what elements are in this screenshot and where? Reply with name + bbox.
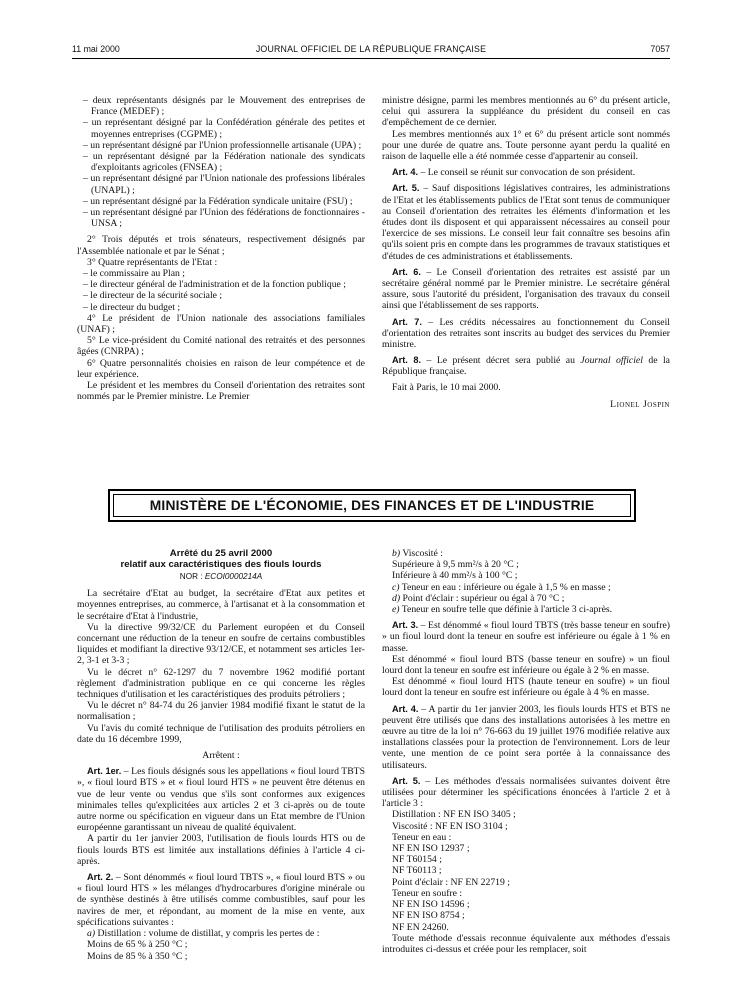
- list-item: – un représentant désigné par l'Union des fédérations de fonctionnaires - UNSA ;: [83, 207, 365, 230]
- article-text: – Le Conseil d'orientation des retraites est assisté par un secrétaire général nommé par le Premier ministre. Le secrétaire général assure, sous l'autorité du président, l'organisation des travaux du conseil ainsi que l'établissement de ses rapports.: [382, 266, 670, 312]
- article-8: [382, 355, 670, 377]
- method-line: NF T60154 ;: [392, 854, 442, 866]
- article-text: – Les fiouls désignés sous les appellations « fioul lourd TBTS », « fioul lourd BTS » et « fioul lourd HTS » ne peuvent être détenus en vue de leur vente ou vendus que s'ils sont conformes aux exigences minimales telles qu'explicitées aux articles 2 et 3 ci-après ou de toute autre norme ou spécification en vigueur dans un Etat membre de l'Union européenne garantissant un niveau de qualité équivalent.: [77, 766, 365, 834]
- article-6: [382, 267, 670, 312]
- article-5: [382, 776, 670, 810]
- article-label: Art. 8.: [392, 355, 422, 366]
- list-item: – deux représentants désignés par le Mouvement des entreprises de France (MEDEF) ;: [83, 95, 365, 118]
- article-label: Art. 1er.: [87, 766, 122, 777]
- paragraph: ministre désigne, parmi les membres mentionnés au 6° du présent article, celui qui assurera la suppléance du président du conseil en cas d'empêchement de ce dernier.: [382, 95, 670, 129]
- spec-label: b): [392, 548, 401, 559]
- paragraph: Vu le décret n° 84-74 du 26 janvier 1984 modifié fixant le statut de la normalisation ;: [77, 700, 365, 723]
- article-5: [382, 183, 670, 261]
- page-number: 7057: [650, 44, 670, 54]
- method-line: Point d'éclair : NF EN 22719 ;: [392, 876, 510, 888]
- list-item: – un représentant désigné par la Fédération nationale des syndicats d'exploitants agricoles (FNSEA) ;: [83, 151, 365, 174]
- article-4: [382, 704, 670, 771]
- article-label: Art. 3.: [392, 620, 419, 631]
- method-line: Teneur en eau :: [392, 831, 452, 843]
- list-item: – un représentant désigné par la Confédération générale des petites et moyennes entreprises (CGPME) ;: [83, 117, 365, 140]
- article-text: – Le présent décret sera publié au: [421, 355, 581, 367]
- signatory-name: Lionel Jospin: [610, 398, 670, 410]
- signature-place-date: Fait à Paris, le 10 mai 2000.: [392, 381, 501, 393]
- spec-b: [382, 548, 670, 559]
- list-item: – le directeur du budget ;: [83, 301, 181, 313]
- article-label: Art. 5.: [392, 775, 421, 786]
- article-label: Art. 6.: [392, 266, 421, 277]
- method-line: Distillation : NF EN ISO 3405 ;: [392, 809, 516, 821]
- spec-text: Teneur en soufre telle que définie à l'article 3 ci-après.: [399, 604, 613, 616]
- article-label: Art. 7.: [392, 316, 422, 327]
- nor-label: NOR :: [179, 572, 205, 581]
- article-2: [77, 872, 365, 928]
- paragraph: 5° Le vice-président du Comité national des retraités et des personnes âgées (CNRPA) ;: [77, 335, 365, 358]
- list-item: – le commissaire au Plan ;: [83, 268, 185, 280]
- article-text: – Sont dénommés « fioul lourd TBTS », « fioul lourd BTS » ou « fioul lourd HTS » les mélanges d'hydrocarbures d'origine minérale ou de synthèse destinés à être utilisés comme combustibles, sauf pour les navires de mer, et répondant, au moment de la mise en vente, aux spécifications suivantes :: [77, 872, 365, 928]
- ministry-title: MINISTÈRE DE L'ÉCONOMIE, DES FINANCES ET DE L'INDUSTRIE: [113, 494, 631, 517]
- method-line: Viscosité : NF EN ISO 3104 ;: [392, 820, 508, 832]
- nor-reference: [77, 571, 365, 582]
- paragraph: Est dénommé « fioul lourd BTS (basse teneur en soufre) » un fioul lourd dont la teneur en soufre est inférieure ou égale à 2 % en masse.: [382, 653, 670, 677]
- spec-line: Inférieure à 40 mm²/s à 100 °C ;: [392, 570, 518, 582]
- decree-title: Arrêté du 25 avril 2000: [169, 548, 273, 559]
- method-line: NF EN ISO 14596 ;: [392, 899, 470, 911]
- list-item: – le directeur général de l'administration et de la fonction publique ;: [83, 279, 346, 291]
- paragraph: Vu l'avis du comité technique de l'utilisation des produits pétroliers en date du 16 décembre 1999,: [77, 722, 365, 745]
- spec-text: Distillation : volume de distillat, y compris les pertes de :: [95, 928, 320, 940]
- bottom-left-column: [77, 548, 365, 962]
- bottom-right-column: [382, 548, 670, 955]
- spec-d: [382, 593, 670, 604]
- paragraph: 2° Trois députés et trois sénateurs, respectivement désignés par l'Assemblée nationale et par le Sénat ;: [77, 234, 365, 257]
- article-label: Art. 4.: [392, 167, 419, 178]
- spec-text: Viscosité :: [400, 548, 443, 559]
- spec-label: d): [392, 592, 401, 604]
- spec-line: Moins de 65 % à 250 °C ;: [87, 939, 188, 951]
- spec-a: [77, 928, 365, 939]
- paragraph: Est dénommé « fioul lourd HTS (haute teneur en soufre) » un fioul lourd dont la teneur en soufre est inférieure ou égale à 4 % en masse.: [382, 676, 670, 699]
- paragraph: 4° Le président de l'Union nationale des associations familiales (UNAF) ;: [77, 312, 365, 336]
- top-left-column: [77, 95, 365, 402]
- top-right-column: [382, 95, 670, 410]
- decree-subtitle: relatif aux caractéristiques des fiouls lourds: [120, 559, 322, 570]
- paragraph: Les membres mentionnés aux 1° et 6° du présent article sont nommés pour une durée de quatre ans. Toute personne ayant perdu la qualité en raison de laquelle elle a été nommée cesse d'appartenir au conseil.: [382, 128, 670, 163]
- article-7: [382, 317, 670, 351]
- arretent: Arrêtent :: [202, 750, 240, 762]
- spec-text: Teneur en eau : inférieure ou égale à 1,5 % en masse ;: [399, 581, 611, 593]
- header-rule: [72, 58, 670, 59]
- spec-text: Point d'éclair : supérieur ou égal à 70 °C ;: [400, 592, 565, 604]
- article-text: – Les méthodes d'essais normalisées suivantes doivent être utilisées pour déterminer les spécifications énoncées à l'article 2 et à l'article 3 :: [382, 775, 670, 810]
- paragraph: Vu le décret n° 62-1297 du 7 novembre 1962 modifié portant règlement d'administration publique en ce qui concerne les règles techniques d'utilisation et les caractéristiques des produits pétroliers ;: [77, 666, 365, 701]
- spec-label: a): [87, 928, 96, 940]
- list-item: – un représentant désigné par l'Union nationale des professions libérales (UNAPL) ;: [83, 173, 365, 196]
- signature: [382, 399, 670, 410]
- nor-code: ECOI0000214A: [204, 572, 263, 581]
- list-item: – un représentant désigné par la Fédération syndicale unitaire (FSU) ;: [83, 195, 353, 207]
- paragraph: Vu la directive 99/32/CE du Parlement européen et du Conseil concernant une réduction de la teneur en soufre de certains combustibles liquides et modifiant la directive 93/12/CE, et notamment ses articles 1er-2, 3-1 et 3-3 ;: [77, 621, 365, 667]
- ministry-banner: [108, 489, 636, 522]
- list-item: – un représentant désigné par l'Union professionnelle artisanale (UPA) ;: [83, 139, 362, 151]
- article-label: Art. 4.: [392, 703, 419, 714]
- article-label: Art. 5.: [392, 183, 420, 194]
- article-text: – Est dénommé « fioul lourd TBTS (très basse teneur en soufre) » un fioul lourd dont la teneur en soufre est inférieure ou égale à 1 % en masse.: [382, 620, 670, 654]
- page-header: [72, 44, 670, 58]
- article-text: – Les crédits nécessaires au fonctionnement du Conseil d'orientation des retraites sont inscrits au budget des services du Premier ministre.: [382, 316, 670, 351]
- article-1: [77, 766, 365, 833]
- spec-line: Moins de 85 % à 350 °C ;: [87, 950, 188, 962]
- paragraph: A partir du 1er janvier 2003, l'utilisation de fiouls lourds HTS ou de fiouls lourds BTS est limitée aux installations définies à l'article 4 ci-après.: [77, 833, 365, 867]
- article-4: [382, 167, 670, 178]
- article-text: – Le conseil se réunit sur convocation de son président.: [418, 167, 636, 179]
- spec-c: [382, 582, 670, 593]
- list-item: – le directeur de la sécurité sociale ;: [83, 290, 223, 302]
- method-line: NF EN ISO 8754 ;: [392, 910, 465, 922]
- spec-label: e): [392, 604, 400, 616]
- article-text: de la République française.: [382, 355, 670, 378]
- method-line: NF T60113 ;: [392, 865, 442, 877]
- paragraph: Toute méthode d'essais reconnue équivalente aux méthodes d'essais introduites ci-dessus et créée pour les remplacer, soit: [382, 932, 670, 955]
- article-3: [382, 620, 670, 654]
- spec-line: Supérieure à 9,5 mm²/s à 20 °C ;: [392, 559, 519, 571]
- paragraph: 3° Quatre représentants de l'Etat :: [87, 256, 218, 268]
- method-line: NF EN 24260.: [392, 921, 449, 933]
- method-line: NF EN ISO 12937 ;: [392, 843, 470, 855]
- journal-name: Journal officiel: [580, 355, 643, 367]
- article-text: – Sauf dispositions législatives contraires, les administrations de l'Etat et les établissements publics de l'Etat sont tenus de communiquer au Conseil d'orientation des retraites les éléments d'information et les études dont ils disposent et qui apparaissent nécessaires au conseil pour l'exercice de ses missions. Le conseil leur fait connaître ses besoins afin qu'ils soient pris en compte dans les programmes de travaux statistiques et d'études de ces administrations et établissements.: [382, 183, 670, 262]
- paragraph: Le président et les membres du Conseil d'orientation des retraites sont nommés par le Premier ministre. Le Premier: [77, 380, 365, 403]
- article-text: – A partir du 1er janvier 2003, les fiouls lourds HTS et BTS ne peuvent être utilisés que dans des installations autorisées à les mettre en œuvre au titre de la loi n° 76-663 du 19 juillet 1976 modifiée relative aux installations classées pour la protection de l'environnement. Lors de leur vente, une mention de ce point sera portée à la connaissance des utilisateurs.: [382, 703, 670, 771]
- paragraph: 6° Quatre personnalités choisies en raison de leur compétence et de leur expérience.: [77, 357, 365, 380]
- paragraph: La secrétaire d'Etat au budget, la secrétaire d'Etat aux petites et moyennes entreprises, au commerce, à l'artisanat et à la consommation et le secrétaire d'Etat à l'industrie,: [77, 588, 365, 622]
- spec-e: [382, 604, 670, 615]
- spec-label: c): [392, 581, 400, 593]
- journal-title: JOURNAL OFFICIEL DE LA RÉPUBLIQUE FRANÇAISE: [255, 44, 487, 54]
- method-line: Teneur en soufre :: [392, 887, 463, 899]
- article-label: Art. 2.: [87, 872, 114, 883]
- issue-date: 11 mai 2000: [72, 44, 120, 54]
